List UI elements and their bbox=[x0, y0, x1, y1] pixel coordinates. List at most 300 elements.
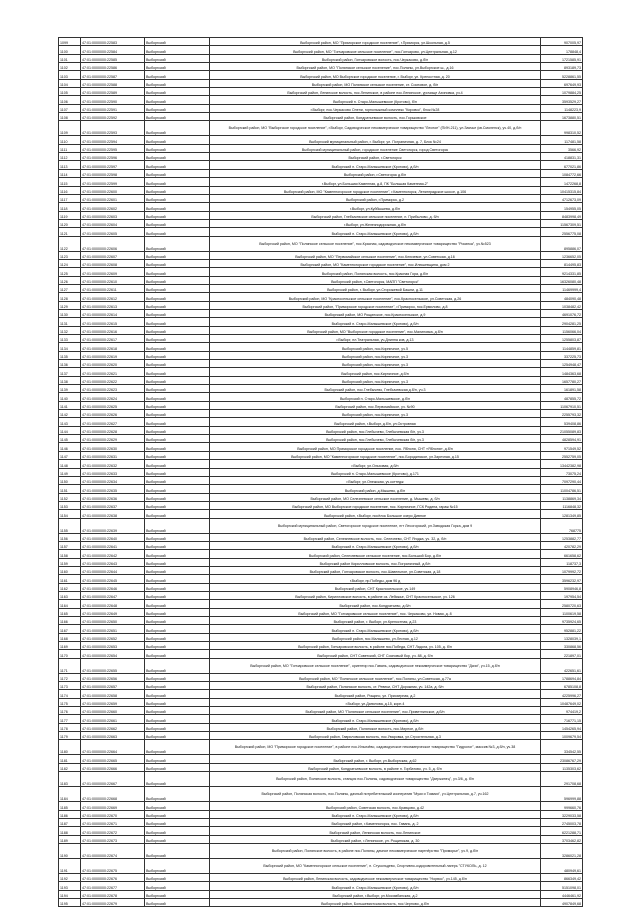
district: Выборгский bbox=[145, 650, 210, 658]
district: Выборгский bbox=[145, 393, 210, 401]
table-row bbox=[59, 219, 583, 227]
row-number: 1135 bbox=[59, 351, 81, 359]
address: Выборгский район, г.Светогорск, МАПП "Светогорск" bbox=[210, 276, 541, 284]
row-number: 1138 bbox=[59, 376, 81, 384]
cadastral-number: 47:01:0000000:22673 bbox=[81, 835, 145, 843]
district: Выборгский bbox=[145, 401, 210, 409]
cadastral-value: 291708,68 bbox=[541, 772, 583, 787]
row-number: 1151 bbox=[59, 485, 81, 493]
district: Выборгский bbox=[145, 510, 210, 518]
cadastral-number: 47:01:0000000:22678 bbox=[81, 890, 145, 898]
table-row bbox=[59, 843, 583, 858]
table-row bbox=[59, 882, 583, 890]
district: Выборгский bbox=[145, 251, 210, 259]
table-row bbox=[59, 104, 583, 112]
table-row bbox=[59, 194, 583, 202]
address: Выборгский район, Полянская волость, пос.Поляны, дачный потребительский кооператив "Муки и Томики", уч.Центральная, д.7, уч.162 bbox=[210, 787, 541, 802]
address: Выборгский район, Советская волость, пос.Кравцово, д.42 bbox=[210, 802, 541, 810]
cadastral-value: 4907849,68 bbox=[541, 898, 583, 906]
row-number: 1142 bbox=[59, 410, 81, 418]
row-number: 1143 bbox=[59, 418, 81, 426]
table-row bbox=[59, 787, 583, 802]
address: Выборгский район, Полянское волость, станция пос.Поляны, садоводческое товарищество "Дзержинец", уч.3/6, д. б/н bbox=[210, 772, 541, 787]
district: Выборгский bbox=[145, 835, 210, 843]
address: Выборгский район, МО "Гончаровское сельское поселение", ориентир пос.Гавань, садоводческое некоммерческое товарищество "Дачи", уч.15, д.б/н bbox=[210, 658, 541, 673]
district: Выборгский bbox=[145, 501, 210, 509]
district: Выборгский bbox=[145, 376, 210, 384]
address: Выборгский район, Глебычевское сельское поселение, п. Прибылово, д. б/н bbox=[210, 211, 541, 219]
row-number: 1145 bbox=[59, 435, 81, 443]
table-row bbox=[59, 401, 583, 409]
address: Выборгский район, МО "Приморское городское поселение", в районе пос.Ильичёво, садоводческое некоммерческое товарищество "Гидролог", массив №3, д.б/н, уч.38 bbox=[210, 740, 541, 755]
address: Выборгский район, Полянское волость, в районе пос.Поляны, дачное некоммерческое партнёрство "Приморье", уч.9, д.б/н bbox=[210, 843, 541, 858]
row-number: 1131 bbox=[59, 318, 81, 326]
address: Выборгский район, Селезневское волость, пос. Селезнево, СНТ Ягодка, уч. 32, д. б/н bbox=[210, 533, 541, 541]
address: Выборгский район, МО Полянское сельское поселение, ст. Сосновое, д. б/н bbox=[210, 79, 541, 87]
table-row bbox=[59, 293, 583, 301]
district: Выборгский bbox=[145, 121, 210, 136]
address: Выборгский район, пос.Глебычево, Глебычевская б/н, уч.3 bbox=[210, 426, 541, 434]
district: Выборгский bbox=[145, 642, 210, 650]
cadastral-value: 3286021,28 bbox=[541, 843, 583, 858]
row-number: 1152 bbox=[59, 493, 81, 501]
row-number: 1154 bbox=[59, 510, 81, 518]
cadastral-value: 974419,2 bbox=[541, 707, 583, 715]
table-row bbox=[59, 818, 583, 826]
table-row bbox=[59, 121, 583, 136]
row-number: 1127 bbox=[59, 284, 81, 292]
cadastral-value: 11004786,51 bbox=[541, 485, 583, 493]
district: Выборгский bbox=[145, 763, 210, 771]
cadastral-value: 10415315,84 bbox=[541, 186, 583, 194]
district: Выборгский bbox=[145, 755, 210, 763]
district: Выборгский bbox=[145, 335, 210, 343]
table-row bbox=[59, 326, 583, 334]
table-row bbox=[59, 802, 583, 810]
cadastral-value: 1144859,81 bbox=[541, 343, 583, 351]
table-row bbox=[59, 550, 583, 558]
table-row bbox=[59, 682, 583, 690]
district: Выборгский bbox=[145, 591, 210, 599]
table-row bbox=[59, 485, 583, 493]
row-number: 1167 bbox=[59, 625, 81, 633]
cadastral-value: 9214331,85 bbox=[541, 268, 583, 276]
district: Выборгский bbox=[145, 88, 210, 96]
address: Выборгский район, МО "Приморское городское поселение", г.Приморск, ул.Школьная, д.5 bbox=[210, 38, 541, 46]
address: Выборгский район, МО Рощинское, пос.Красносельское, д.9 bbox=[210, 309, 541, 317]
table-row bbox=[59, 451, 583, 459]
address: Выборгский район, пос.Кирпичное, уч.3 bbox=[210, 351, 541, 359]
cadastral-number: 47:01:0000000:22600 bbox=[81, 186, 145, 194]
district: Выборгский bbox=[145, 898, 210, 906]
address: Выборгский район, Кондратьевское волость, в районе п. Горбатово, уч. 5, д. б/н bbox=[210, 763, 541, 771]
cadastral-value: 952881,22 bbox=[541, 625, 583, 633]
address: г.Выборг, ул.Ольховая, д.б/н bbox=[210, 460, 541, 468]
table-row bbox=[59, 88, 583, 96]
cadastral-value: 3566,92 bbox=[541, 144, 583, 152]
district: Выборгский bbox=[145, 476, 210, 484]
address: Выборгский район, МО "Выборгское городское поселение", г.Выборг, Садоводческое некоммерческое товарищество "Лесное" (ПИН-211), ул.Заячье (кв.Смоленск), уч.40, д.б/н bbox=[210, 121, 541, 136]
cadastral-number: 47:01:0000000:22605 bbox=[81, 228, 145, 236]
district: Выборгский bbox=[145, 673, 210, 681]
cadastral-number: 47:01:0000000:22585 bbox=[81, 54, 145, 62]
table-row bbox=[59, 301, 583, 309]
table-row bbox=[59, 435, 583, 443]
cadastral-value: 1484363,68 bbox=[541, 368, 583, 376]
address: Выборгский муниципальный район, городское поселение Светогорск, город Светогорск bbox=[210, 144, 541, 152]
district: Выборгский bbox=[145, 690, 210, 698]
row-number: 1117 bbox=[59, 194, 81, 202]
row-number: 1194 bbox=[59, 890, 81, 898]
row-number: 1176 bbox=[59, 707, 81, 715]
cadastral-number: 47:01:0000000:22640 bbox=[81, 533, 145, 541]
address: г.Выборг, ул.Данилова, д.15, корп.4 bbox=[210, 698, 541, 706]
table-row bbox=[59, 715, 583, 723]
address: г.Выборг, ул.Железнодорожная, д.б/н bbox=[210, 219, 541, 227]
table-row bbox=[59, 460, 583, 468]
address: Выборгский п. Старо-Малышевское, д.б/н bbox=[210, 393, 541, 401]
district: Выборгский bbox=[145, 104, 210, 112]
district: Выборгский bbox=[145, 259, 210, 267]
cadastral-number: 47:01:0000000:22631 bbox=[81, 451, 145, 459]
table-row bbox=[59, 178, 583, 186]
row-number: 1104 bbox=[59, 79, 81, 87]
table-row bbox=[59, 54, 583, 62]
row-number: 1118 bbox=[59, 203, 81, 211]
table-row bbox=[59, 360, 583, 368]
table-row bbox=[59, 650, 583, 658]
cadastral-number: 47:01:0000000:22647 bbox=[81, 591, 145, 599]
cadastral-value: 480949,61 bbox=[541, 858, 583, 873]
district: Выборгский bbox=[145, 326, 210, 334]
address: Выборгский район, МО "Каменногорское городское поселение", пос.Бородинское, ул.Заречная, д.15 bbox=[210, 451, 541, 459]
table-row bbox=[59, 443, 583, 451]
cadastral-number: 47:01:0000000:22668 bbox=[81, 787, 145, 802]
district: Выборгский bbox=[145, 46, 210, 54]
table-row bbox=[59, 476, 583, 484]
cadastral-number: 47:01:0000000:22651 bbox=[81, 625, 145, 633]
row-number: 1134 bbox=[59, 343, 81, 351]
table-row bbox=[59, 658, 583, 673]
row-number: 1141 bbox=[59, 401, 81, 409]
address: Выборгский район, г.Каменногорск, пос. Гавань, д. 2 bbox=[210, 818, 541, 826]
address: Выборгский район, г.Светогорск bbox=[210, 153, 541, 161]
address: Выборгский п. Старо-Малышевское (Кротово), д.б/н bbox=[210, 625, 541, 633]
table-row bbox=[59, 740, 583, 755]
district: Выборгский bbox=[145, 818, 210, 826]
district: Выборгский bbox=[145, 178, 210, 186]
cadastral-value: 10487649,02 bbox=[541, 698, 583, 706]
cadastral-value: 1255803,87 bbox=[541, 335, 583, 343]
cadastral-value: 117481,58 bbox=[541, 136, 583, 144]
row-number: 1132 bbox=[59, 326, 81, 334]
address: Выборгский район, МО Выборгское городское поселение, пос. Кирпичное, ГСК Родина, гараж №15 bbox=[210, 501, 541, 509]
row-number: 1165 bbox=[59, 608, 81, 616]
address: г.Выборг, ул.Куйбышева, д.б/н bbox=[210, 203, 541, 211]
address: Выборгский муниципальный район, Светогорское городское поселение, пгт Лесогорский, ул.Заводская Горка, дом 9 bbox=[210, 518, 541, 533]
table-row bbox=[59, 153, 583, 161]
table-row bbox=[59, 186, 583, 194]
row-number: 1102 bbox=[59, 63, 81, 71]
cadastral-number: 47:01:0000000:22636 bbox=[81, 493, 145, 501]
table-row bbox=[59, 96, 583, 104]
address: Выборгский район, МО "Каменногорское городское поселение", г.Каменногорск, Ленинградское шоссе, д.106 bbox=[210, 186, 541, 194]
cadastral-number: 47:01:0000000:22667 bbox=[81, 772, 145, 787]
cadastral-number: 47:01:0000000:22662 bbox=[81, 723, 145, 731]
row-number: 1119 bbox=[59, 211, 81, 219]
row-number: 1137 bbox=[59, 368, 81, 376]
cadastral-value: 999660,76 bbox=[541, 802, 583, 810]
cadastral-value: 73075,24 bbox=[541, 468, 583, 476]
table-row bbox=[59, 858, 583, 873]
cadastral-value: 2904281,25 bbox=[541, 318, 583, 326]
cadastral-number: 47:01:0000000:22644 bbox=[81, 566, 145, 574]
district: Выборгский bbox=[145, 385, 210, 393]
district: Выборгский bbox=[145, 144, 210, 152]
cadastral-number: 47:01:0000000:22661 bbox=[81, 715, 145, 723]
cadastral-number: 47:01:0000000:22614 bbox=[81, 309, 145, 317]
district: Выборгский bbox=[145, 410, 210, 418]
cadastral-value: 7097290,44 bbox=[541, 476, 583, 484]
district: Выборгский bbox=[145, 732, 210, 740]
table-row bbox=[59, 351, 583, 359]
row-number: 1105 bbox=[59, 88, 81, 96]
address: Выборгский район, Селезневское сельское поселение, пос.Большой Бор, д.б/н bbox=[210, 550, 541, 558]
district: Выборгский bbox=[145, 309, 210, 317]
address: Выборгский п. Старо-Малышевское (Кротово), д.б/н bbox=[210, 161, 541, 169]
address: Выборгский район, г. Выборг, ул.Выборгская, д.62 bbox=[210, 755, 541, 763]
row-number: 1130 bbox=[59, 309, 81, 317]
table-row bbox=[59, 772, 583, 787]
row-number: 1182 bbox=[59, 763, 81, 771]
cadastral-value: 422651,61 bbox=[541, 658, 583, 673]
cadastral-number: 47:01:0000000:22679 bbox=[81, 898, 145, 906]
district: Выборгский bbox=[145, 843, 210, 858]
cadastral-value: 1079884,25 bbox=[541, 88, 583, 96]
row-number: 1148 bbox=[59, 460, 81, 468]
cadastral-number: 47:01:0000000:22590 bbox=[81, 96, 145, 104]
address: Выборгский п. Старо-Малышевское (Кротово), д.б/н bbox=[210, 715, 541, 723]
cadastral-value-table bbox=[58, 37, 583, 907]
cadastral-value: 5908946,8 bbox=[541, 583, 583, 591]
cadastral-value: 4712673,09 bbox=[541, 194, 583, 202]
table-row bbox=[59, 723, 583, 731]
row-number: 1155 bbox=[59, 518, 81, 533]
table-row bbox=[59, 468, 583, 476]
address: Выборгский п. Старо-Малышевское (Кротово), д.б/н bbox=[210, 882, 541, 890]
table-row bbox=[59, 890, 583, 898]
row-number: 1146 bbox=[59, 443, 81, 451]
cadastral-value: 4446461,92 bbox=[541, 890, 583, 898]
cadastral-value: 866349,42 bbox=[541, 873, 583, 881]
cadastral-number: 47:01:0000000:22611 bbox=[81, 284, 145, 292]
cadastral-value: 1328039,1 bbox=[541, 633, 583, 641]
row-number: 1168 bbox=[59, 633, 81, 641]
table-row bbox=[59, 276, 583, 284]
table-row bbox=[59, 309, 583, 317]
address: Выборгский район, Гончаровское волость, пос.Шавельное, ул.Советская, д.18 bbox=[210, 566, 541, 574]
row-number: 1109 bbox=[59, 121, 81, 136]
district: Выборгский bbox=[145, 96, 210, 104]
row-number: 1139 bbox=[59, 385, 81, 393]
cadastral-number: 47:01:0000000:22610 bbox=[81, 276, 145, 284]
table-row bbox=[59, 633, 583, 641]
district: Выборгский bbox=[145, 63, 210, 71]
cadastral-value: 1148223,9 bbox=[541, 104, 583, 112]
row-number: 1136 bbox=[59, 360, 81, 368]
row-number: 1140 bbox=[59, 393, 81, 401]
cadastral-number: 47:01:0000000:22646 bbox=[81, 583, 145, 591]
cadastral-number: 47:01:0000000:22632 bbox=[81, 460, 145, 468]
district: Выборгский bbox=[145, 426, 210, 434]
row-number: 1115 bbox=[59, 178, 81, 186]
cadastral-value: 161891,58 bbox=[541, 385, 583, 393]
row-number: 1187 bbox=[59, 818, 81, 826]
row-number: 1170 bbox=[59, 650, 81, 658]
row-number: 1162 bbox=[59, 583, 81, 591]
district: Выборгский bbox=[145, 293, 210, 301]
district: Выборгский bbox=[145, 625, 210, 633]
cadastral-value: 1788694,84 bbox=[541, 673, 583, 681]
cadastral-number: 47:01:0000000:22596 bbox=[81, 153, 145, 161]
cadastral-value: 1236652,05 bbox=[541, 251, 583, 259]
district: Выборгский bbox=[145, 368, 210, 376]
cadastral-number: 47:01:0000000:22604 bbox=[81, 219, 145, 227]
cadastral-value: 3229033,58 bbox=[541, 810, 583, 818]
address: Выборгский район, МО "Полянское сельское поселение", пос.Поляны, ул.Советская, д.77а bbox=[210, 673, 541, 681]
row-number: 1184 bbox=[59, 787, 81, 802]
cadastral-number: 47:01:0000000:22658 bbox=[81, 690, 145, 698]
row-number: 1190 bbox=[59, 843, 81, 858]
table-row bbox=[59, 236, 583, 251]
district: Выборгский bbox=[145, 485, 210, 493]
cadastral-value: 178848,4 bbox=[541, 46, 583, 54]
table-row bbox=[59, 211, 583, 219]
table-row bbox=[59, 690, 583, 698]
address: Выборгский район, Кирилловское волость, в районе оз. Лебяжье, СНТ Красносельское, уч. 126 bbox=[210, 591, 541, 599]
cadastral-value: 1100619,58 bbox=[541, 608, 583, 616]
row-number: 1106 bbox=[59, 96, 81, 104]
table-row bbox=[59, 873, 583, 881]
cadastral-value: 9735924,65 bbox=[541, 617, 583, 625]
cadastral-value: 337225,73 bbox=[541, 351, 583, 359]
cadastral-value: 21055089,83 bbox=[541, 426, 583, 434]
district: Выборгский bbox=[145, 219, 210, 227]
cadastral-value: 1472268,8 bbox=[541, 178, 583, 186]
district: Выборгский bbox=[145, 682, 210, 690]
district: Выборгский bbox=[145, 54, 210, 62]
cadastral-number: 47:01:0000000:22654 bbox=[81, 650, 145, 658]
district: Выборгский bbox=[145, 787, 210, 802]
cadastral-number: 47:01:0000000:22635 bbox=[81, 485, 145, 493]
address: Выборгский район, МО "Красносельское сельское поселение", пос.Красносельское, ул.Советская, д.26 bbox=[210, 293, 541, 301]
district: Выборгский bbox=[145, 38, 210, 46]
cadastral-number: 47:01:0000000:22652 bbox=[81, 633, 145, 641]
table-row bbox=[59, 376, 583, 384]
row-number: 1123 bbox=[59, 251, 81, 259]
row-number: 1179 bbox=[59, 732, 81, 740]
cadastral-value: 1009679,54 bbox=[541, 732, 583, 740]
table-row bbox=[59, 268, 583, 276]
address: Выборгский район, МО Приморское городское поселение, пос. Яблоня, СНТ «Яблоня», д.б/н bbox=[210, 443, 541, 451]
cadastral-value: 895886,07 bbox=[541, 236, 583, 251]
cadastral-number: 47:01:0000000:22612 bbox=[81, 293, 145, 301]
cadastral-number: 47:01:0000000:22589 bbox=[81, 88, 145, 96]
district: Выборгский bbox=[145, 460, 210, 468]
district: Выборгский bbox=[145, 890, 210, 898]
row-number: 1174 bbox=[59, 690, 81, 698]
table-row bbox=[59, 161, 583, 169]
address: Выборгский район, МО "Выборгское городское поселение", пос.Малиновка, д.б/н bbox=[210, 326, 541, 334]
cadastral-value: 4691076,72 bbox=[541, 309, 583, 317]
address: Выборгский район, г.Выборг, ул.Мосимбанская, д.2 bbox=[210, 890, 541, 898]
district: Выборгский bbox=[145, 566, 210, 574]
district: Выборгский bbox=[145, 723, 210, 731]
cadastral-number: 47:01:0000000:22624 bbox=[81, 393, 145, 401]
cadastral-number: 47:01:0000000:22599 bbox=[81, 178, 145, 186]
row-number: 1100 bbox=[59, 46, 81, 54]
cadastral-number: 47:01:0000000:22602 bbox=[81, 203, 145, 211]
row-number: 1193 bbox=[59, 882, 81, 890]
row-number: 1108 bbox=[59, 113, 81, 121]
address: Выборгский район, пос.Кирпичное, уч.5 bbox=[210, 343, 541, 351]
cadastral-number: 47:01:0000000:22648 bbox=[81, 600, 145, 608]
district: Выборгский bbox=[145, 435, 210, 443]
cadastral-number: 47:01:0000000:22627 bbox=[81, 418, 145, 426]
cadastral-number: 47:01:0000000:22617 bbox=[81, 335, 145, 343]
cadastral-number: 47:01:0000000:22593 bbox=[81, 121, 145, 136]
cadastral-number: 47:01:0000000:22655 bbox=[81, 658, 145, 673]
district: Выборгский bbox=[145, 550, 210, 558]
row-number: 1122 bbox=[59, 236, 81, 251]
table-row bbox=[59, 827, 583, 835]
cadastral-value: 1281349,85 bbox=[541, 510, 583, 518]
cadastral-value: 1657780,27 bbox=[541, 376, 583, 384]
cadastral-value: 2255793,32 bbox=[541, 410, 583, 418]
cadastral-value: 1673880,51 bbox=[541, 113, 583, 121]
row-number: 1114 bbox=[59, 169, 81, 177]
cadastral-value: 6221288,71 bbox=[541, 827, 583, 835]
row-number: 1101 bbox=[59, 54, 81, 62]
cadastral-number: 47:01:0000000:22671 bbox=[81, 818, 145, 826]
cadastral-value: 420782,29 bbox=[541, 541, 583, 549]
table-row bbox=[59, 510, 583, 518]
address: г.Выборг, пос.Черкасово Олени, горнолыжный комплекс "Кировск", блок №28 bbox=[210, 104, 541, 112]
row-number: 1121 bbox=[59, 228, 81, 236]
cadastral-number: 47:01:0000000:22601 bbox=[81, 194, 145, 202]
table-row bbox=[59, 426, 583, 434]
address: Выборгский район, "Приморское городское поселение", г.Приморск, пос.Ермилово, д.8 bbox=[210, 301, 541, 309]
address: Выборгский район, г.Выборг, посёлок Большое озеро Дивное bbox=[210, 510, 541, 518]
table-row bbox=[59, 501, 583, 509]
cadastral-number: 47:01:0000000:22615 bbox=[81, 318, 145, 326]
cadastral-number: 47:01:0000000:22603 bbox=[81, 211, 145, 219]
district: Выборгский bbox=[145, 318, 210, 326]
row-number: 1157 bbox=[59, 541, 81, 549]
cadastral-value: 1135303,62 bbox=[541, 763, 583, 771]
table-row bbox=[59, 810, 583, 818]
table-row bbox=[59, 228, 583, 236]
cadastral-number: 47:01:0000000:22657 bbox=[81, 682, 145, 690]
cadastral-number: 47:01:0000000:22663 bbox=[81, 732, 145, 740]
district: Выборгский bbox=[145, 443, 210, 451]
cadastral-number: 47:01:0000000:22625 bbox=[81, 401, 145, 409]
cadastral-number: 47:01:0000000:22650 bbox=[81, 617, 145, 625]
row-number: 1183 bbox=[59, 772, 81, 787]
cadastral-value: 1721585,91 bbox=[541, 54, 583, 62]
table-row bbox=[59, 608, 583, 616]
cadastral-number: 47:01:0000000:22607 bbox=[81, 251, 145, 259]
